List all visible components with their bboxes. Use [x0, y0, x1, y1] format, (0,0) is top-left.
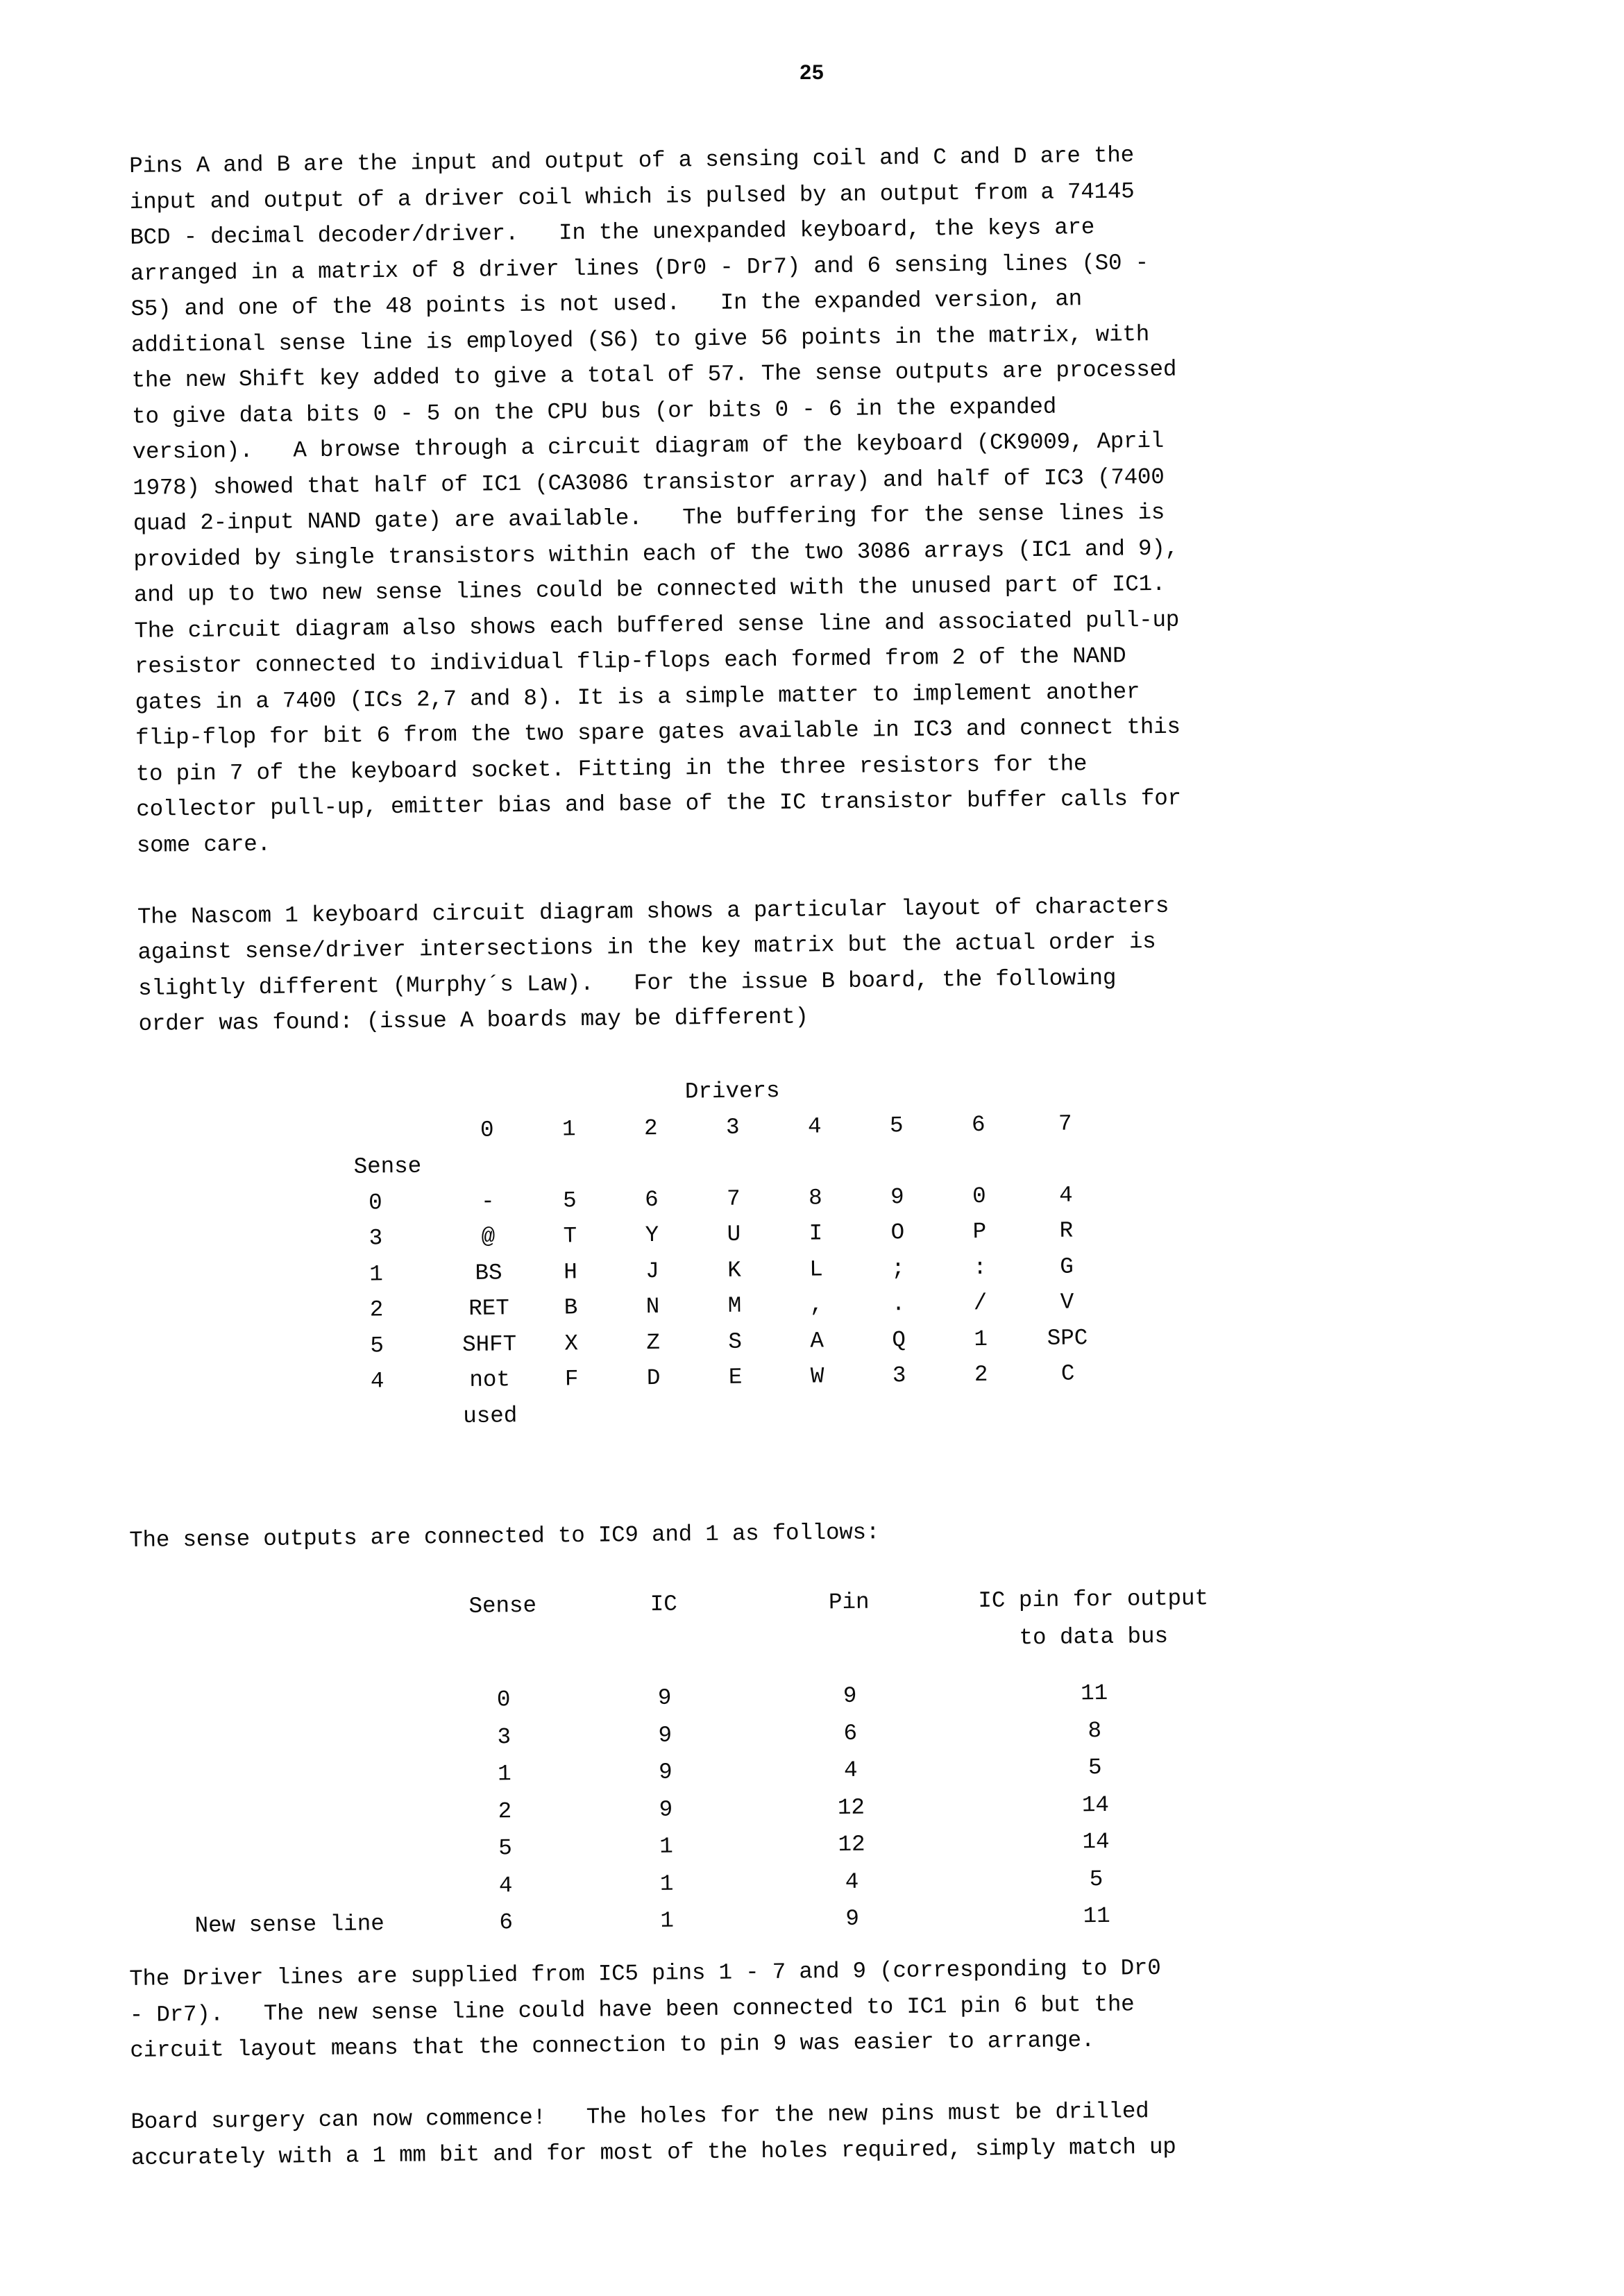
key-cell: C: [1060, 1360, 1075, 1387]
key-matrix-table: [143, 1068, 1257, 1437]
cell-ic: 9: [658, 1722, 673, 1748]
cell-output: 5: [1089, 1866, 1103, 1892]
key-cell: S: [728, 1328, 743, 1355]
key-cell: RET: [468, 1295, 510, 1322]
cell-pin: 4: [845, 1868, 859, 1895]
cell-output: 14: [1082, 1828, 1110, 1855]
spacer-cell: [141, 1626, 433, 1665]
cell-ic: 1: [660, 1907, 675, 1934]
spacer-cell: [855, 1072, 938, 1108]
sense-axis-label: Sense: [353, 1153, 422, 1180]
paragraph-key-order-intro: The Nascom 1 keyboard circuit diagram shows a particular layout of characters against sense/driver intersections in the key matrix but the actual order is slightly different (Murphy´s Law). For the issue B board, the following order was found: (issue A boards may be different): [137, 893, 1169, 1037]
cell-sense: 1: [497, 1761, 511, 1787]
key-cell: 0: [972, 1183, 986, 1209]
cell-ic: 9: [657, 1685, 672, 1711]
sense-outputs-intro-block: [129, 1508, 1505, 1559]
spacer-cell: [303, 1113, 447, 1150]
key-cell: .: [891, 1291, 906, 1317]
key-cell: Y: [645, 1222, 659, 1249]
key-cell: 9: [890, 1183, 904, 1210]
key-cell: SPC: [1047, 1324, 1088, 1351]
spacer-cell: [303, 1077, 446, 1114]
key-cell: R: [1059, 1217, 1074, 1244]
cell-sense: 2: [498, 1798, 512, 1824]
key-cell: G: [1060, 1253, 1074, 1280]
row-label: [141, 1682, 433, 1721]
key-cell: E: [728, 1364, 743, 1390]
cell-sense: 3: [497, 1723, 511, 1750]
sense-pin-table: [139, 1579, 1247, 1946]
cell-ic: 1: [659, 1871, 674, 1897]
page-number: 25: [800, 61, 824, 84]
key-cell: W: [810, 1363, 824, 1390]
key-cell: @: [481, 1224, 496, 1250]
key-cell: I: [809, 1220, 823, 1247]
sense-row-index: 3: [369, 1225, 383, 1251]
document-body: [129, 134, 1514, 1043]
key-cell: H: [564, 1258, 577, 1285]
key-cell: SHFT: [462, 1331, 517, 1358]
spacer-cell: [531, 1391, 1115, 1433]
cell-sense: 4: [498, 1872, 513, 1898]
cell-output: 8: [1088, 1717, 1102, 1744]
key-cell: /: [973, 1290, 988, 1317]
key-cell: F: [564, 1366, 579, 1392]
driver-header-7: 7: [1058, 1111, 1072, 1137]
key-cell: -: [480, 1188, 495, 1215]
key-cell: L: [809, 1256, 823, 1283]
driver-header-5: 5: [889, 1112, 904, 1138]
sense-row-index: 5: [370, 1332, 384, 1358]
key-cell: A: [810, 1327, 824, 1354]
key-cell: 6: [644, 1186, 659, 1213]
sense-row-index: 1: [369, 1260, 383, 1287]
sense-row-index: 4: [370, 1368, 384, 1394]
cell-output: 11: [1083, 1902, 1110, 1930]
key-cell: 3: [892, 1362, 906, 1389]
cell-pin: 9: [845, 1905, 860, 1932]
key-cell: K: [727, 1257, 741, 1283]
key-cell: ,: [809, 1292, 824, 1318]
paragraph-driver-lines: The Driver lines are supplied from IC5 pins 1 - 7 and 9 (corresponding to Dr0 - Dr7). The new sense line could have been connected to IC1 pin 6 but the circuit layout means that the connection to pin 9 was easier to arrange.: [129, 1955, 1161, 2063]
header-sense: Sense: [468, 1592, 537, 1619]
spacer-cell: [574, 1623, 755, 1660]
key-cell: B: [564, 1294, 578, 1321]
cell-pin: 12: [838, 1831, 865, 1858]
row-label: [143, 1868, 435, 1907]
cell-pin: 6: [843, 1720, 858, 1746]
key-cell: not: [469, 1367, 511, 1393]
key-cell: X: [564, 1330, 579, 1356]
row-label-new-sense-line: New sense line: [194, 1911, 384, 1939]
key-cell: V: [1060, 1289, 1074, 1315]
key-cell: Q: [892, 1326, 906, 1353]
key-cell: P: [972, 1218, 987, 1245]
cell-pin: 12: [837, 1794, 865, 1821]
spacer-cell: [306, 1399, 450, 1436]
key-cell: U: [727, 1221, 741, 1247]
paragraph-sense-outputs-intro: The sense outputs are connected to IC9 and 1 as follows:: [129, 1519, 880, 1553]
key-cell: 4: [1058, 1182, 1073, 1208]
spacer-cell: [1019, 1070, 1111, 1106]
key-cell-continuation: used: [463, 1402, 518, 1429]
paragraph-board-surgery: Board surgery can now commence! The holes for the new pins must be drilled accurately with a 1 mm bit and for most of the holes required, simply match up: [130, 2098, 1176, 2171]
spacer-cell: [446, 1076, 528, 1113]
key-cell: D: [646, 1365, 661, 1392]
cell-sense: 5: [498, 1835, 512, 1862]
key-matrix-title: Drivers: [684, 1078, 780, 1105]
cell-ic: 9: [659, 1796, 673, 1823]
cell-ic: 1: [659, 1833, 673, 1859]
driver-header-6: 6: [971, 1111, 986, 1138]
key-cell: ;: [891, 1255, 905, 1281]
driver-header-3: 3: [725, 1114, 740, 1140]
driver-header-0: 0: [480, 1117, 494, 1143]
cell-output: 5: [1088, 1755, 1102, 1781]
key-cell: 8: [808, 1184, 822, 1211]
key-cell: O: [890, 1219, 905, 1246]
key-cell: 7: [726, 1185, 741, 1212]
spacer-cell: [756, 1621, 944, 1658]
key-cell: BS: [475, 1259, 502, 1286]
key-cell: N: [645, 1293, 660, 1320]
key-cell: 5: [562, 1187, 577, 1213]
sense-row-index: 2: [369, 1297, 384, 1323]
row-label: [142, 1720, 434, 1759]
cell-pin: 4: [843, 1757, 858, 1784]
key-cell: :: [973, 1254, 987, 1281]
header-output-line2: to data bus: [1019, 1623, 1169, 1651]
closing-paragraphs-block: [129, 1947, 1507, 2176]
row-label: [142, 1757, 434, 1796]
driver-header-4: 4: [807, 1113, 822, 1140]
row-label: [142, 1794, 434, 1833]
header-pin: Pin: [828, 1589, 870, 1616]
spacer-cell: [434, 1625, 573, 1662]
cell-sense: 0: [496, 1687, 511, 1713]
key-cell: J: [645, 1258, 659, 1284]
cell-sense: 6: [499, 1909, 514, 1936]
key-cell: M: [727, 1292, 742, 1319]
row-label: [143, 1831, 435, 1870]
spacer-cell: [937, 1070, 1020, 1107]
sense-pin-table-block: [139, 1578, 1322, 1946]
cell-output: 11: [1080, 1680, 1108, 1707]
spacer-cell: [527, 1075, 610, 1112]
key-cell: T: [563, 1223, 577, 1249]
driver-header-1: 1: [561, 1115, 576, 1142]
header-output-line1: IC pin for output: [978, 1585, 1209, 1614]
key-matrix-table-block: [143, 1068, 1257, 1437]
cell-output: 14: [1081, 1791, 1110, 1818]
sense-row-index: 0: [368, 1189, 382, 1215]
key-cell: Z: [646, 1329, 661, 1356]
cell-pin: 9: [843, 1682, 857, 1710]
key-matrix-grid: [303, 1070, 1115, 1436]
driver-header-2: 2: [643, 1115, 658, 1141]
cell-ic: 9: [658, 1759, 673, 1785]
spacer-cell: [140, 1589, 432, 1628]
key-cell: 1: [974, 1326, 988, 1352]
header-ic: IC: [650, 1591, 677, 1618]
paragraph-keyboard-matrix-description: Pins A and B are the input and output of a sensing coil and C and D are the input and output of a driver coil which is pulsed by an output from a 74145 BCD - decimal decoder/driver. In the unexpanded keyboard, the keys are arranged in a matrix of 8 driver lines (Dr0 - Dr7) and 6 sensing lines (S0 - S5) and one of the 48 points is not used. In the expanded version, an additional sense line is employed (S6) to give 56 points in the matrix, with the new Shift key added to give a total of 57. The sense outputs are processed to give data bits 0 - 5 on the CPU bus (or bits 0 - 6 in the expanded version). A browse through a circuit diagram of the keyboard (CK9009, April 1978) showed that half of IC1 (CA3086 transistor array) and half of IC3 (7400 quad 2-input NAND gate) are available. The buffering for the sense lines is provided by single transistors within each of the two 3086 arrays (IC1 and 9), and up to two new sense lines could be connected with the unused part of IC1. The circuit diagram also shows each buffered sense line and associated pull-up resistor connected to individual flip-flops each formed from 2 of the NAND gates in a 7400 (ICs 2,7 and 8). It is a simple matter to implement another flip-flop for bit 6 from the two spare gates available in IC3 and connect this to pin 7 of the keyboard socket. Fitting in the three resistors for the collector pull-up, emitter bias and base of the IC transistor buffer calls for some care.: [129, 142, 1182, 859]
key-cell: 2: [974, 1361, 988, 1388]
